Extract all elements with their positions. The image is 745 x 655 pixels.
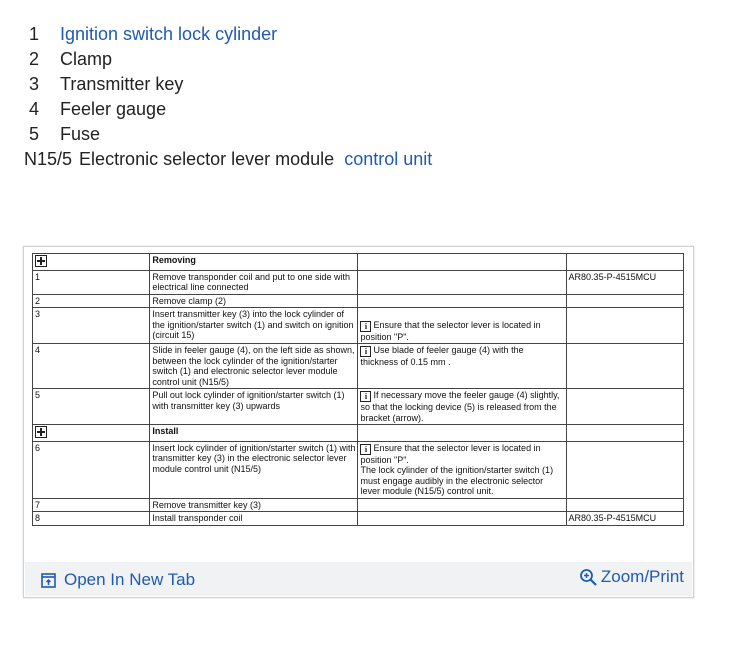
legend-item-1 (24, 22, 432, 47)
ignition-switch-lock-cylinder-link[interactable]: Ignition switch lock cylinder (60, 24, 278, 44)
table-row (33, 512, 684, 526)
reference-cell (566, 294, 683, 308)
step-number: 2 (33, 294, 150, 308)
reference-cell (566, 344, 683, 389)
empty-cell (358, 425, 566, 442)
legend-number: 5 (29, 124, 40, 144)
legend-text: Transmitter key (60, 74, 184, 94)
step-number: 3 (33, 308, 150, 344)
reference-link[interactable]: AR80.35-P-4515MCU (566, 270, 683, 294)
zoom-icon (579, 568, 598, 587)
section-symbol-cell (33, 425, 150, 442)
legend-number: 1 (29, 24, 40, 44)
legend-item-2 (24, 47, 432, 72)
step-note (358, 294, 566, 308)
step-note (358, 270, 566, 294)
note-text: Ensure that the selector lever is located in position "P". (360, 442, 541, 465)
reference-cell (566, 441, 683, 498)
legend-number: 4 (29, 99, 40, 119)
legend-text (79, 147, 432, 172)
note-text: Ensure that the selector lever is located in position "P". (360, 319, 541, 342)
note-text: If necessary move the feeler gauge (4) slightly, so that the locking device (5) is released from the bracket (arrow). (360, 390, 560, 423)
figure-action-bar (25, 562, 692, 596)
open-new-tab-icon (41, 573, 56, 588)
parts-legend (24, 22, 432, 172)
step-number: 1 (33, 270, 150, 294)
step-text: Insert lock cylinder of ignition/starter switch (1) with transmitter key (3) in the electronic selector lever module control unit (N15/5) (150, 441, 358, 498)
zoom-print-label: Zoom/Print (600, 567, 684, 586)
table-row (33, 498, 684, 512)
step-note (358, 498, 566, 512)
empty-cell (566, 425, 683, 442)
step-text: Remove clamp (2) (150, 294, 358, 308)
install-symbol-icon (35, 426, 47, 438)
reference-cell (566, 308, 683, 344)
legend-text-plain: Electronic selector lever module (79, 149, 340, 169)
step-number: 8 (33, 512, 150, 526)
step-number: 4 (33, 344, 150, 389)
removal-symbol-icon (35, 255, 47, 267)
step-note (358, 512, 566, 526)
note-text: Use blade of feeler gauge (4) with the thickness of 0.15 mm . (360, 345, 524, 367)
section-install (33, 425, 684, 442)
table-row (33, 294, 684, 308)
legend-text: Feeler gauge (60, 99, 167, 119)
section-symbol-cell (33, 254, 150, 271)
step-text: Remove transmitter key (3) (150, 498, 358, 512)
legend-item-4 (24, 97, 432, 122)
note-text: The lock cylinder of the ignition/starter switch (1) must engage audibly in the electronic selector lever module (N15/5) control unit. (360, 465, 554, 496)
table-row (33, 441, 684, 498)
zoom-print-button[interactable] (579, 567, 684, 587)
reference-cell (566, 389, 683, 425)
step-note (358, 441, 566, 498)
step-number: 7 (33, 498, 150, 512)
procedure-table (32, 253, 684, 526)
legend-item-3 (24, 72, 432, 97)
open-in-new-tab-label: Open In New Tab (64, 570, 196, 589)
empty-cell (358, 254, 566, 271)
step-number: 6 (33, 441, 150, 498)
info-icon: i (360, 444, 371, 455)
step-note (358, 308, 566, 344)
open-in-new-tab-button[interactable] (41, 570, 195, 590)
table-row (33, 389, 684, 425)
procedure-figure (23, 246, 694, 598)
step-text: Install transponder coil (150, 512, 358, 526)
legend-number: 3 (29, 74, 40, 94)
table-row (33, 308, 684, 344)
control-unit-link[interactable]: control unit (344, 149, 433, 169)
section-removing (33, 254, 684, 271)
step-text: Remove transponder coil and put to one side with electrical line connected (150, 270, 358, 294)
step-text: Slide in feeler gauge (4), on the left side as shown, between the lock cylinder of the ignition/starter switch (1) and electronic selector lever module control unit (N15/5) (150, 344, 358, 389)
section-title: Removing (150, 254, 358, 271)
reference-link[interactable]: AR80.35-P-4515MCU (566, 512, 683, 526)
step-text: Pull out lock cylinder of ignition/starter switch (1) with transmitter key (3) upwards (150, 389, 358, 425)
legend-item-5 (24, 122, 432, 147)
section-title: Install (150, 425, 358, 442)
legend-item-n15-5 (24, 147, 432, 172)
step-text: Insert transmitter key (3) into the lock cylinder of the ignition/starter switch (1) and switch on ignition (circuit 15) (150, 308, 358, 344)
info-icon: i (360, 391, 371, 402)
legend-text: Clamp (60, 49, 113, 69)
info-icon: i (360, 346, 371, 357)
reference-cell (566, 498, 683, 512)
empty-cell (566, 254, 683, 271)
legend-number: N15/5 (24, 149, 73, 169)
step-note (358, 344, 566, 389)
table-row (33, 344, 684, 389)
step-number: 5 (33, 389, 150, 425)
legend-number: 2 (29, 49, 40, 69)
step-note (358, 389, 566, 425)
legend-text: Fuse (60, 124, 101, 144)
info-icon: i (360, 321, 371, 332)
table-row (33, 270, 684, 294)
